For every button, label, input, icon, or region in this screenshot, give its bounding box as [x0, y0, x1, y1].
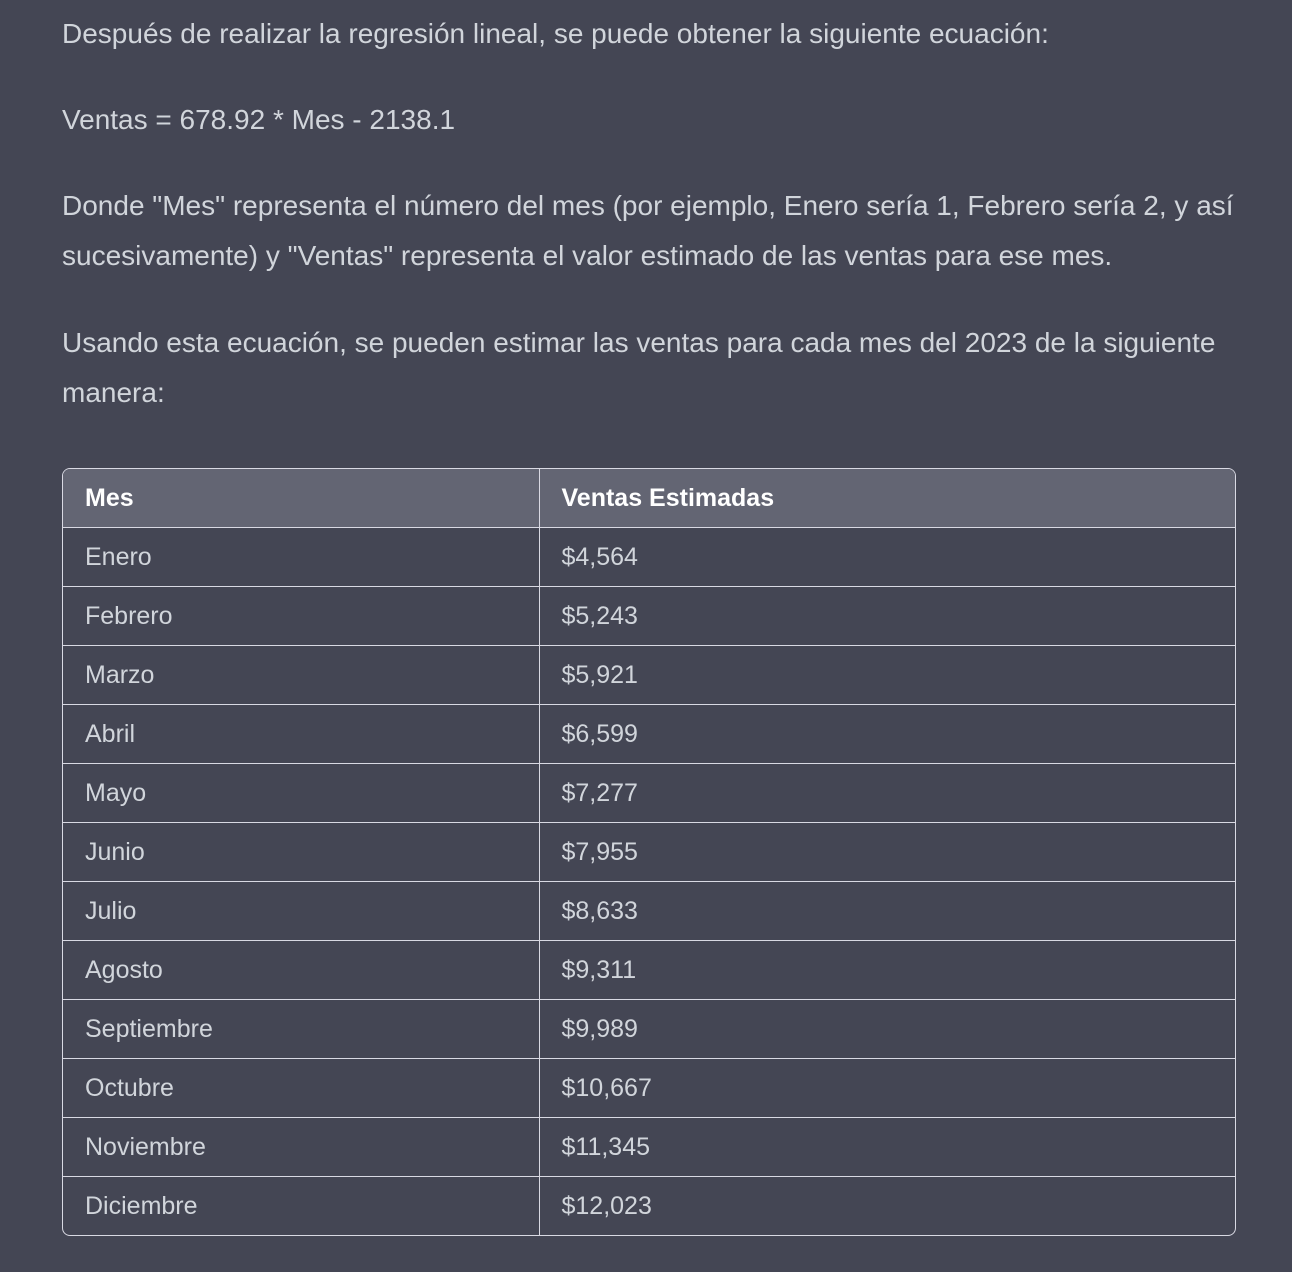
table-row: [63, 1000, 1235, 1059]
table-row: [63, 587, 1235, 646]
cell-month: Agosto: [63, 941, 539, 1000]
cell-month: Noviembre: [63, 1118, 539, 1177]
cell-month: Enero: [63, 528, 539, 587]
cell-sales: $6,599: [539, 705, 1235, 764]
cell-sales: $7,955: [539, 823, 1235, 882]
cell-sales: $11,345: [539, 1118, 1235, 1177]
table-row: [63, 941, 1235, 1000]
table-row: [63, 764, 1235, 823]
table-header-row: [63, 469, 1235, 528]
table-row: [63, 705, 1235, 764]
table-row: [63, 823, 1235, 882]
cell-sales: $9,989: [539, 1000, 1235, 1059]
column-header-ventas: Ventas Estimadas: [539, 469, 1235, 528]
cell-sales: $4,564: [539, 528, 1235, 587]
sales-table: [63, 469, 1235, 1235]
paragraph-estimate-intro: Usando esta ecuación, se pueden estimar las ventas para cada mes del 2023 de la siguiente manera:: [62, 327, 1216, 408]
cell-month: Mayo: [63, 764, 539, 823]
paragraph-explanation: Donde "Mes" representa el número del mes (por ejemplo, Enero sería 1, Febrero sería 2, y así sucesivamente) y "Ventas" representa el valor estimado de las ventas para ese mes.: [62, 190, 1234, 271]
cell-month: Septiembre: [63, 1000, 539, 1059]
paragraph-equation: Ventas = 678.92 * Mes - 2138.1: [62, 104, 456, 135]
table-row: [63, 882, 1235, 941]
table-row: [63, 528, 1235, 587]
cell-month: Marzo: [63, 646, 539, 705]
cell-sales: $10,667: [539, 1059, 1235, 1118]
cell-sales: $8,633: [539, 882, 1235, 941]
cell-sales: $7,277: [539, 764, 1235, 823]
cell-sales: $9,311: [539, 941, 1235, 1000]
sales-table-container: [62, 468, 1236, 1236]
cell-sales: $5,243: [539, 587, 1235, 646]
cell-month: Junio: [63, 823, 539, 882]
table-row: [63, 1059, 1235, 1118]
cell-month: Abril: [63, 705, 539, 764]
table-row: [63, 646, 1235, 705]
column-header-mes: Mes: [63, 469, 539, 528]
cell-sales: $5,921: [539, 646, 1235, 705]
table-row: [63, 1118, 1235, 1177]
paragraph-intro: Después de realizar la regresión lineal, se puede obtener la siguiente ecuación:: [62, 18, 1049, 49]
cell-month: Diciembre: [63, 1177, 539, 1236]
table-row: [63, 1177, 1235, 1236]
cell-month: Febrero: [63, 587, 539, 646]
cell-month: Octubre: [63, 1059, 539, 1118]
cell-sales: $12,023: [561, 1192, 652, 1220]
cell-month: Julio: [63, 882, 539, 941]
